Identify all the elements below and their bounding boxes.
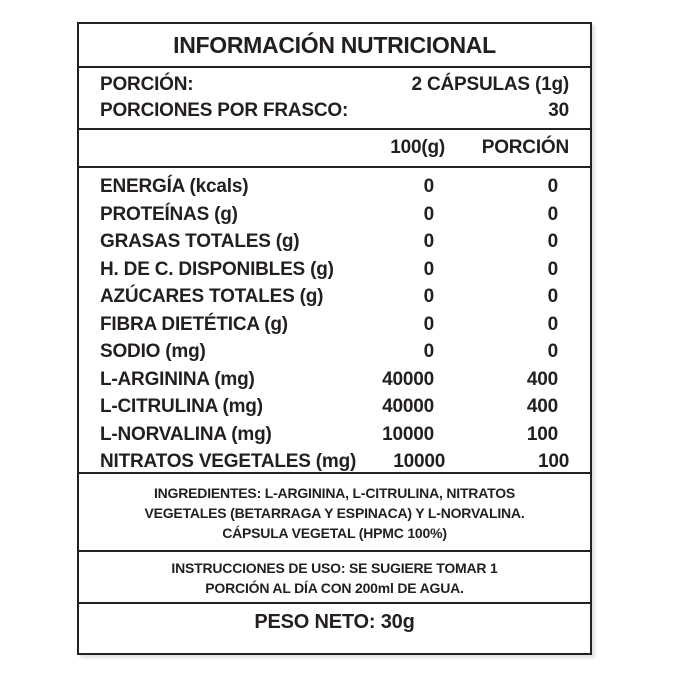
nutrients-table (79, 166, 590, 472)
nutrient-per-serving: 400 (526, 368, 558, 390)
nutrient-name: H. DE C. DISPONIBLES (g) (100, 258, 334, 280)
table-row (100, 256, 569, 284)
table-row (100, 338, 569, 366)
nutrient-per100: 0 (423, 286, 434, 307)
nutrient-per-serving: 0 (547, 313, 558, 335)
label-title: INFORMACIÓN NUTRICIONAL (173, 31, 496, 58)
nutrient-per100: 0 (423, 203, 434, 225)
table-row (100, 366, 569, 394)
nutrient-per100: 0 (423, 258, 434, 280)
nutrient-per-serving: 0 (547, 341, 558, 362)
instructions-line: INSTRUCCIONES DE USO: SE SUGIERE TOMAR 1 (171, 560, 498, 576)
nutrient-per-serving: 0 (547, 286, 558, 307)
nutrient-per100: 0 (423, 341, 434, 362)
nutrient-per100: 0 (423, 231, 434, 252)
serving-size-value: 2 CÁPSULAS (1g) (411, 74, 569, 95)
instructions-line: PORCIÓN AL DÍA CON 200ml DE AGUA. (205, 580, 464, 596)
ingredients-line: VEGETALES (BETARRAGA Y ESPINACA) Y L-NORVALINA. (144, 505, 525, 521)
table-row (100, 173, 569, 201)
nutrient-per-serving: 100 (526, 423, 558, 445)
nutrient-per-serving: 0 (547, 231, 558, 252)
table-row (100, 283, 569, 311)
servings-per-container-row (100, 98, 569, 124)
nutrient-per100: 10000 (382, 423, 434, 445)
ingredients-line: CÁPSULA VEGETAL (HPMC 100%) (222, 525, 447, 541)
serving-section (79, 66, 590, 128)
nutrient-per100: 0 (423, 313, 434, 335)
table-row (100, 393, 569, 421)
nutrient-per100: 0 (423, 176, 434, 197)
nutrient-name: SODIO (mg) (100, 341, 206, 362)
table-row (100, 448, 569, 476)
nutrient-name: GRASAS TOTALES (g) (100, 231, 300, 252)
net-weight: PESO NETO: 30g (79, 602, 590, 641)
nutrient-per-serving: 0 (547, 203, 558, 225)
nutrient-name: L-CITRULINA (mg) (100, 396, 263, 417)
nutrient-name: AZÚCARES TOTALES (g) (100, 286, 324, 307)
table-row (100, 311, 569, 339)
serving-size-row (100, 72, 569, 98)
nutrient-per100: 40000 (382, 368, 434, 390)
nutrient-name: L-NORVALINA (mg) (100, 423, 272, 445)
nutrient-per-serving: 100 (538, 451, 570, 472)
nutrition-facts-label (77, 22, 592, 655)
ingredients-line: INGREDIENTES: L-ARGININA, L-CITRULINA, NITRATOS (153, 485, 516, 501)
nutrient-name: PROTEÍNAS (g) (100, 203, 238, 225)
column-header-portion: PORCIÓN (481, 137, 569, 158)
nutrient-name: FIBRA DIETÉTICA (g) (100, 313, 288, 335)
nutrient-per-serving: 0 (547, 176, 558, 197)
nutrient-name: NITRATOS VEGETALES (mg) (100, 451, 357, 472)
column-header-row (79, 128, 590, 166)
table-row (100, 421, 569, 449)
table-row (100, 228, 569, 256)
nutrient-per-serving: 400 (526, 396, 558, 417)
ingredients-section (79, 472, 590, 550)
nutrient-name: L-ARGININA (mg) (100, 368, 255, 390)
nutrient-per100: 10000 (393, 451, 446, 472)
nutrient-name: ENERGÍA (kcals) (100, 176, 249, 197)
column-header-per100: 100(g) (390, 137, 445, 158)
nutrient-per100: 40000 (382, 396, 434, 417)
table-row (100, 201, 569, 229)
nutrient-per-serving: 0 (547, 258, 558, 280)
usage-instructions-section (79, 550, 590, 602)
serving-size-label: PORCIÓN: (100, 74, 194, 95)
servings-per-container-value: 30 (548, 100, 569, 121)
servings-per-container-label: PORCIONES POR FRASCO: (100, 100, 349, 121)
